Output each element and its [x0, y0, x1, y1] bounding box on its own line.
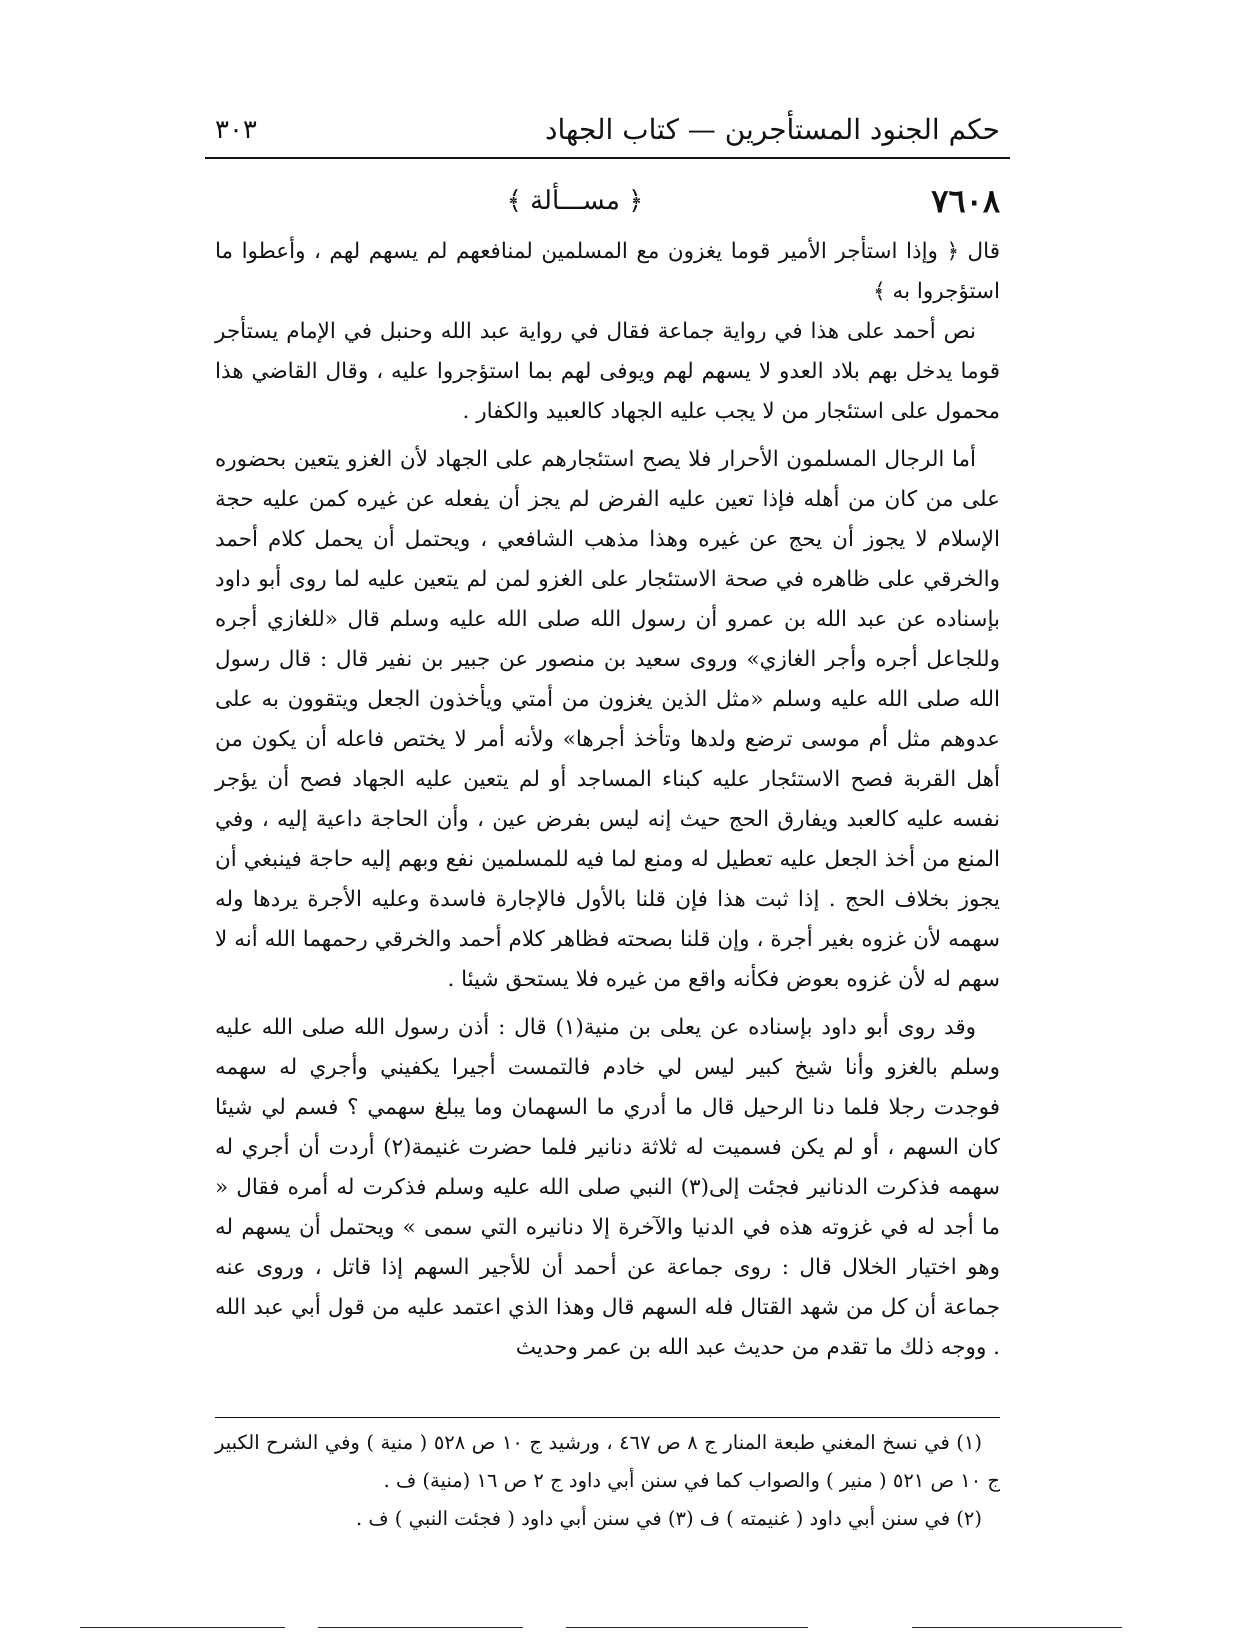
- paragraph-2: أما الرجال المسلمون الأحرار فلا يصح استئجارهم على الجهاد لأن الغزو يتعين بحضوره على من كان من أهله فإذا تعين عليه الفرض لم يجز أن يفعله عن غيره كمن عليه حجة الإسلام لا يجوز أن يحج عن غيره وهذا مذهب الشافعي ، ويحتمل أن يحمل كلام أحمد والخرقي على ظاهره في صحة الاستئجار على الغزو لمن لم يتعين عليه لما روى أبو داود بإسناده عن عبد الله بن عمرو أن رسول الله صلى الله عليه وسلم قال «للغازي أجره وللجاعل أجره وأجر الغازي» وروى سعيد بن منصور عن جبير بن نفير قال : قال رسول الله صلى الله عليه وسلم «مثل الذين يغزون من أمتي ويأخذون الجعل ويتقوون به على عدوهم مثل أم موسى ترضع ولدها وتأخذ أجرها» ولأنه أمر لا يختص فاعله أن يكون من أهل القربة فصح الاستئجار عليه كبناء المساجد أو لم يتعين عليه الجهاد فصح أن يؤجر نفسه عليه كالعبد ويفارق الحج حيث إنه ليس بفرض عين ، وأن الحاجة داعية إليه ، وفي المنع من أخذ الجعل عليه تعطيل له ومنع لما فيه للمسلمين نفع وبهم إليه حاجة فينبغي أن يجوز بخلاف الحج . إذا ثبت هذا فإن قلنا بالأول فالإجارة فاسدة وعليه الأجرة يردها وله سهمه لأن غزوه بغير أجرة ، وإن قلنا بصحته فظاهر كلام أحمد والخرقي رحمهما الله أنه لا سهم له لأن غزوه بعوض فكأنه واقع من غيره فلا يستحق شيئا .: [215, 447, 1000, 992]
- bottom-scan-line: [80, 1627, 285, 1628]
- bottom-scan-line: [318, 1627, 523, 1628]
- paragraph-3: وقد روى أبو داود بإسناده عن يعلى بن منية(١) قال : أذن رسول الله صلى الله عليه وسلم بالغزو وأنا شيخ كبير ليس لي خادم فالتمست أجيرا يكفيني وأجري له سهمه فوجدت رجلا فلما دنا الرحيل قال ما أدري ما السهمان وما يبلغ سهمي ؟ فسم لي شيئا كان السهم ، أو لم يكن فسميت له ثلاثة دنانير فلما حضرت غنيمة(٢) أردت أن أجري له سهمه فذكرت الدنانير فجئت إلى(٣) النبي صلى الله عليه وسلم فذكرت له أمره فقال « ما أجد له في غزوته هذه في الدنيا والآخرة إلا دنانيره التي سمى » ويحتمل أن يسهم له وهو اختيار الخلال قال : روى جماعة عن أحمد أن للأجير السهم إذا قاتل ، وروى عنه جماعة أن كل من شهد القتال فله السهم قال وهذا الذي اعتمد عليه من قول أبي عبد الله . ووجه ذلك ما تقدم من حديث عبد الله بن عمر وحديث: [215, 1015, 1000, 1360]
- masala-title: ﴿ مســـألة ﴾: [506, 186, 644, 216]
- bottom-scan-line: [566, 1627, 808, 1628]
- main-text: [215, 232, 1000, 1368]
- footnote-2-3: (٢) في سنن أبي داود ( غنيمته ) ف (٣) في سنن أبي داود ( فجئت النبي ) ف .: [355, 1507, 982, 1530]
- paragraph-matn: قال ﴿ وإذا استأجر الأمير قوما يغزون مع المسلمين لمنافعهم لم يسهم لهم ، وأعطوا ما استؤجروا به ﴾: [215, 239, 1000, 304]
- footnotes: [215, 1424, 1000, 1538]
- page-number: ٣٠٣: [215, 115, 257, 145]
- footnote-1: (١) في نسخ المغني طبعة المنار ج ٨ ص ٤٦٧ ، ورشيد ج ١٠ ص ٥٢٨ ( منية ) وفي الشرح الكبير ج ١٠ ص ٥٢١ ( منير ) والصواب كما في سنن أبي داود ج ٢ ص ١٦ (منية) ف .: [215, 1431, 1000, 1492]
- running-header: [215, 104, 1000, 150]
- paragraph-1: نص أحمد على هذا في رواية جماعة فقال في رواية عبد الله وحنبل في الإمام يستأجر قوما يدخل بهم بلاد العدو لا يسهم لهم ويوفى لهم بما استؤجروا عليه ، وقال القاضي هذا محمول على استئجار من لا يجب عليه الجهاد كالعبيد والكفار .: [215, 319, 1000, 424]
- header-rule: [205, 157, 1010, 159]
- masala-heading: [215, 178, 1000, 226]
- bottom-scan-line: [912, 1627, 1122, 1628]
- footnote-rule: [215, 1417, 1000, 1418]
- masala-number: ٧٦٠٨: [931, 182, 1000, 220]
- header-title: حكم الجنود المستأجرين — كتاب الجهاد: [545, 113, 1000, 146]
